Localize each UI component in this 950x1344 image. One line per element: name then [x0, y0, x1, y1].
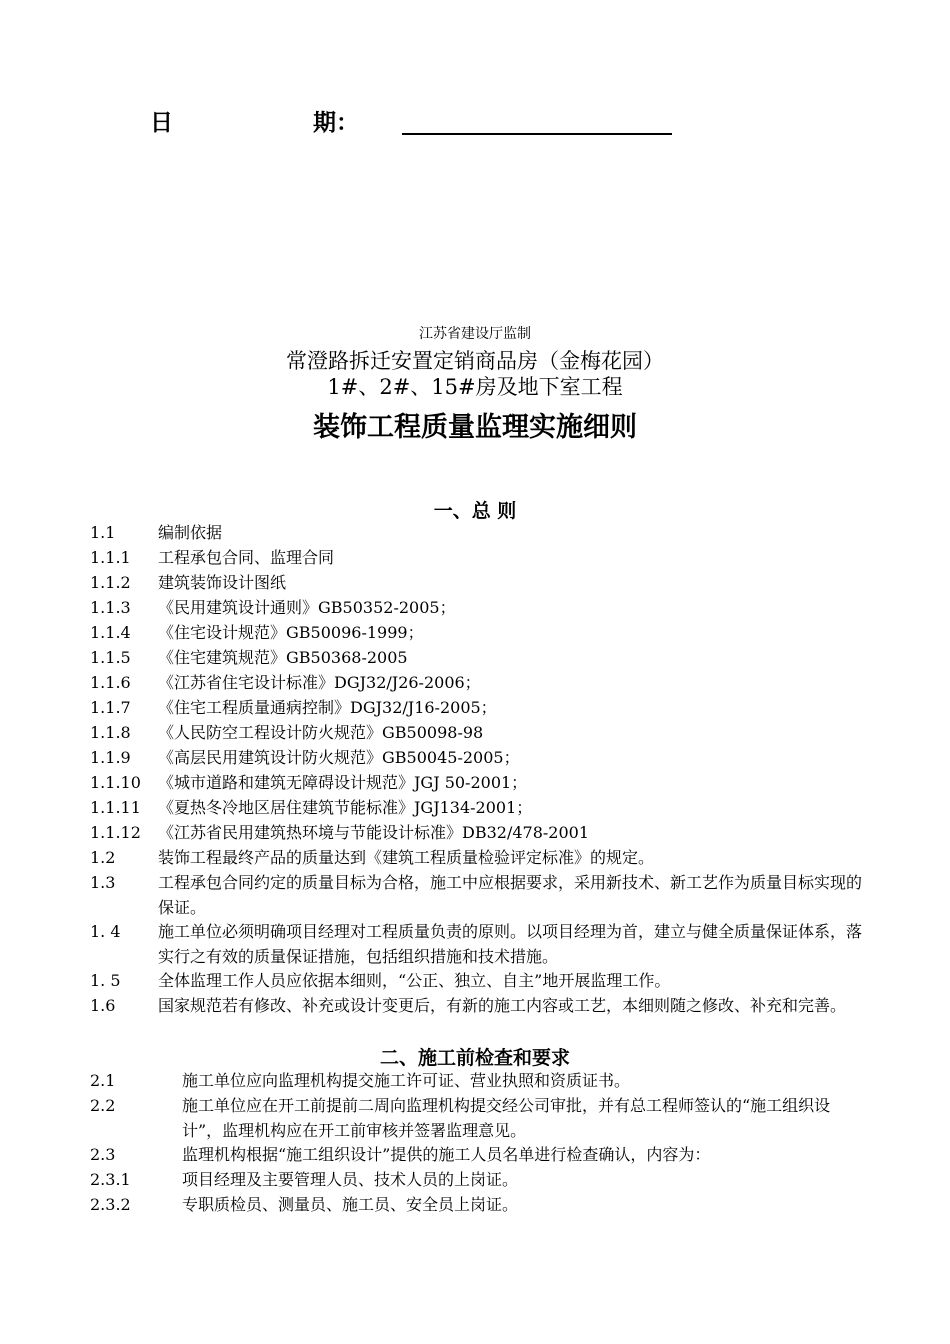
item-text: 全体监理工作人员应依据本细则，“公正、独立、自主”地开展监理工作。: [158, 971, 671, 990]
date-line: [150, 104, 690, 140]
document-title: 装饰工程质量监理实施细则: [313, 412, 637, 443]
item-number: 1.1.5: [90, 648, 131, 667]
item-text: 建筑装饰设计图纸: [158, 573, 287, 592]
project-name-line1: 常澄路拆迁安置定销商品房（金梅花园）: [286, 349, 664, 373]
item-number: 1.2: [90, 848, 116, 867]
item-number: 2.3.1: [90, 1170, 131, 1189]
item-text: 《住宅设计规范》GB50096-1999；: [158, 623, 424, 642]
item-text: 工程承包合同约定的质量目标为合格，施工中应根据要求，采用新技术、新工艺作为质量目标实现的保证。: [158, 873, 863, 917]
item-number: 2.3: [90, 1145, 116, 1164]
date-blank-line: [402, 133, 672, 135]
item-number: 1.1.7: [90, 698, 131, 717]
item-number: 1.1.2: [90, 573, 131, 592]
item-text: 编制依据: [158, 523, 223, 542]
item-text: 《城市道路和建筑无障碍设计规范》JGJ 50-2001；: [158, 773, 528, 792]
item-number: 1.1.8: [90, 723, 131, 742]
item-number: 1.1.6: [90, 673, 131, 692]
item-text: 施工单位必须明确项目经理对工程质量负责的原则。以项目经理为首，建立与健全质量保证体系，落实行之有效的质量保证措施，包括组织措施和技术措施。: [158, 922, 863, 966]
item-text: 专职质检员、测量员、施工员、安全员上岗证。: [182, 1195, 519, 1214]
supervisor-note: 江苏省建设厅监制: [419, 326, 531, 342]
section2-heading: 二、施工前检查和要求: [379, 1047, 570, 1069]
item-number: 1. 5: [90, 971, 121, 990]
item-number: 1.1.12: [90, 823, 141, 842]
item-number: 1.1.11: [90, 798, 141, 817]
item-number: 1.1: [90, 523, 116, 542]
item-number: 1. 4: [90, 922, 121, 941]
item-number: 1.1.4: [90, 623, 131, 642]
item-text: 施工单位应向监理机构提交施工许可证、营业执照和资质证书。: [182, 1071, 631, 1090]
item-text: 工程承包合同、监理合同: [158, 548, 335, 567]
item-number: 2.1: [90, 1071, 116, 1090]
item-number: 2.2: [90, 1096, 116, 1115]
date-label-left: 日: [150, 110, 173, 136]
item-text: 监理机构根据“施工组织设计”提供的施工人员名单进行检查确认，内容为：: [182, 1145, 711, 1164]
item-number: 1.6: [90, 996, 116, 1015]
date-label-right: 期：: [313, 110, 359, 136]
item-text: 国家规范若有修改、补充或设计变更后，有新的施工内容或工艺，本细则随之修改、补充和完善。: [158, 996, 847, 1015]
item-number: 1.3: [90, 873, 116, 892]
item-text: 项目经理及主要管理人员、技术人员的上岗证。: [182, 1170, 519, 1189]
item-text: 《人民防空工程设计防火规范》GB50098-98: [158, 723, 484, 742]
item-number: 1.1.10: [90, 773, 141, 792]
item-text: 装饰工程最终产品的质量达到《建筑工程质量检验评定标准》的规定。: [158, 848, 655, 867]
item-number: 1.1.9: [90, 748, 131, 767]
item-text: 《江苏省民用建筑热环境与节能设计标准》DB32/478-2001: [158, 823, 590, 842]
item-text: 《住宅工程质量通病控制》DGJ32/J16-2005；: [158, 698, 497, 717]
item-text: 《住宅建筑规范》GB50368-2005: [158, 648, 408, 667]
item-number: 1.1.1: [90, 548, 131, 567]
project-name-line2: 1#、2#、15#房及地下室工程: [327, 375, 623, 399]
item-number: 2.3.2: [90, 1195, 131, 1214]
item-text: 《民用建筑设计通则》GB50352-2005；: [158, 598, 456, 617]
item-text: 《夏热冬冷地区居住建筑节能标准》JGJ134-2001；: [158, 798, 533, 817]
item-text: 《高层民用建筑设计防火规范》GB50045-2005；: [158, 748, 520, 767]
item-text: 施工单位应在开工前提前二周向监理机构提交经公司审批，并有总工程师签认的“施工组织设计”，监理机构应在开工前审核并签署监理意见。: [182, 1096, 831, 1140]
section1-heading: 一、总 则: [433, 500, 517, 522]
item-number: 1.1.3: [90, 598, 131, 617]
item-text: 《江苏省住宅设计标准》DGJ32/J26-2006；: [158, 673, 481, 692]
